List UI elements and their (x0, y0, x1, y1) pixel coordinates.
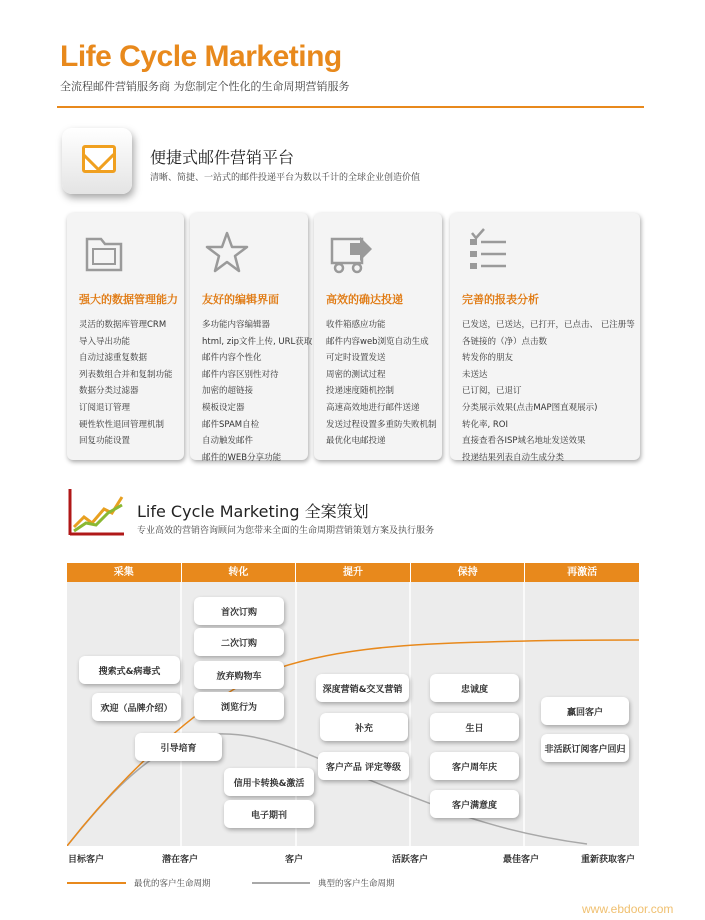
feature-card-data (67, 213, 184, 460)
feature-list (462, 317, 640, 466)
feature-item: 高速高效地进行邮件送递 (326, 402, 420, 413)
feature-item: 未送达 (462, 369, 488, 380)
stage-label: 转化 (181, 563, 296, 582)
tactic-newsletter: 电子期刊 (224, 800, 314, 828)
feature-item: 发送过程设置多重防失败机制 (326, 419, 437, 430)
feature-list (326, 317, 442, 450)
star-icon (202, 227, 252, 277)
stage-label: 保持 (410, 563, 525, 582)
legend-swatch-typical (252, 882, 310, 884)
tactic-replenish: 补充 (320, 713, 408, 741)
tactic-satisfaction: 客户满意度 (430, 790, 519, 818)
feature-item: 硬性软性退回管理机制 (79, 419, 165, 430)
feature-item: 投递速度随机控制 (326, 386, 395, 397)
x-axis-label: 客户 (285, 855, 304, 865)
feature-item: 邮件内容区别性对待 (202, 369, 279, 380)
section1-subtitle: 清晰、简捷、一站式的邮件投递平台为数以千计的全球企业创造价值 (150, 173, 421, 183)
stage-label: 再激活 (524, 563, 639, 582)
tactic-first-order: 首次订购 (194, 597, 284, 625)
tactic-search-viral: 搜索式&病毒式 (79, 656, 180, 684)
stage-label: 采集 (113, 567, 134, 578)
feature-item: 分类展示效果(点击MAP图直观展示) (462, 402, 598, 413)
feature-list (202, 317, 313, 466)
feature-title: 友好的编辑界面 (202, 293, 279, 306)
x-axis-label: 目标客户 (68, 855, 105, 865)
feature-item: 已发送，已送达，已打开，已点击、 已注册等 (462, 320, 635, 330)
feature-item: 周密的测试过程 (326, 369, 386, 380)
x-axis-label: 潜在客户 (162, 855, 199, 865)
legend-label-typical: 典型的客户生命周期 (318, 879, 395, 889)
growth-chart-icon (66, 487, 126, 537)
tactic-birthday: 生日 (430, 713, 519, 741)
feature-item: 最优化电邮投递 (326, 436, 386, 447)
header (60, 40, 350, 94)
feature-item: 已订阅，已退订 (462, 386, 522, 397)
feature-item: 邮件的WEB分享功能 (202, 452, 282, 463)
feature-item: 模板设定器 (202, 402, 245, 413)
lifecycle-stage-bar (67, 563, 639, 582)
envelope-shape (82, 145, 116, 173)
tactic-second-order: 二次订购 (194, 628, 284, 656)
feature-item: 收件箱感应功能 (326, 320, 386, 330)
section1-title: 便捷式邮件营销平台 (150, 148, 295, 167)
feature-item: 邮件内容web浏览自动生成 (326, 336, 429, 347)
feature-item: 数据分类过滤器 (79, 386, 139, 397)
feature-card-reports (450, 213, 640, 463)
feature-item: 投递结果列表自动生成分类 (462, 452, 565, 463)
feature-title: 高效的确达投递 (326, 293, 403, 306)
feature-card-delivery (314, 213, 442, 460)
x-axis-label: 最佳客户 (503, 855, 540, 865)
feature-title: 完善的报表分析 (462, 293, 539, 306)
feature-item: 订阅退订管理 (79, 402, 131, 413)
tactic-loyalty: 忠诚度 (430, 674, 519, 702)
tactic-rating: 客户产品 评定等级 (318, 752, 409, 780)
stage-label: 提升 (295, 563, 410, 582)
legend-swatch-optimal (67, 882, 126, 884)
page-title: Life Cycle Marketing (60, 40, 342, 73)
legend-label-optimal: 最优的客户生命周期 (134, 879, 211, 889)
checklist-icon (462, 227, 512, 277)
tactic-welcome: 欢迎（品牌介绍） (92, 693, 181, 721)
delivery-cart-icon (326, 227, 376, 277)
feature-item: 可定时设置发送 (326, 353, 386, 364)
tactic-reactivate: 非活跃订阅客户回归 (541, 734, 629, 762)
header-divider (57, 106, 644, 108)
feature-item: 直接查看各ISP域名地址发送效果 (462, 436, 586, 447)
feature-item: 自动过滤重复数据 (79, 353, 148, 364)
tactic-browse: 浏览行为 (194, 692, 284, 720)
feature-item: 各链接的（净）点击数 (462, 336, 548, 347)
feature-item: html, zip文件上传, URL获取 (202, 336, 313, 347)
feature-item: 自动触发邮件 (202, 436, 254, 447)
feature-item: 加密的超链接 (202, 386, 254, 397)
feature-item: 邮件内容个性化 (202, 353, 262, 364)
feature-list (79, 317, 184, 450)
feature-item: 转发你的朋友 (462, 353, 514, 364)
page-subtitle: 全流程邮件营销服务商 为您制定个性化的生命周期营销服务 (60, 80, 350, 93)
tactic-credit-card: 信用卡转换&激活 (224, 768, 314, 796)
feature-card-editor (190, 213, 313, 463)
tactic-nurture: 引导培育 (135, 733, 222, 761)
feature-item: 邮件SPAM自检 (202, 419, 260, 430)
tactic-deep-marketing: 深度营销&交叉营销 (316, 674, 409, 702)
section2-subtitle: 专业高效的营销咨询顾问为您带来全面的生命周期营销策划方案及执行服务 (137, 526, 435, 536)
feature-item: 导入导出功能 (79, 336, 131, 347)
feature-item: 灵活的数据库管理CRM (79, 320, 167, 330)
section2-title: Life Cycle Marketing 全案策划 (137, 502, 369, 521)
feature-item: 回复功能设置 (79, 436, 131, 447)
mail-icon (62, 128, 132, 194)
feature-item: 列表数组合并和复制功能 (79, 369, 173, 380)
watermark: www.ebdoor.com (582, 902, 674, 916)
folder-icon (79, 227, 129, 277)
feature-title: 强大的数据管理能力 (79, 293, 178, 306)
tactic-anniversary: 客户周年庆 (430, 752, 519, 780)
x-axis-label: 重新获取客户 (581, 855, 636, 865)
feature-item: 转化率, ROI (462, 419, 509, 430)
feature-item: 多功能内容编辑器 (202, 320, 271, 330)
tactic-winback: 赢回客户 (541, 697, 629, 725)
tactic-abandon-cart: 放弃购物车 (194, 661, 284, 689)
x-axis-label: 活跃客户 (392, 855, 429, 865)
